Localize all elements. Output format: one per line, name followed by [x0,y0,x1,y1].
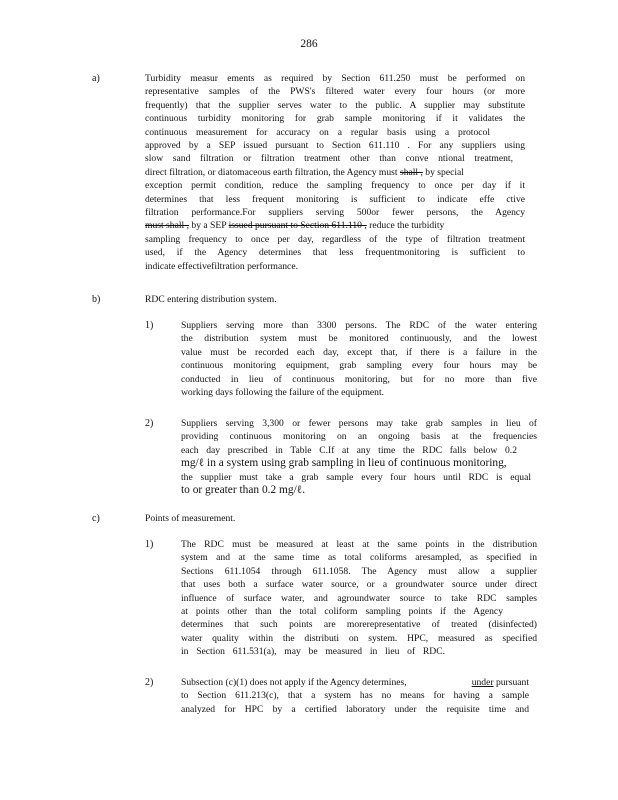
struck-text: shall , [399,166,423,178]
text-line: continuous turbidity monitoring for grab sample monitoring if it validates the [145,113,525,125]
section-c-item1-paragraph [181,538,537,659]
text-line: determines that such points are morerepresentative of treated (disinfected) [181,619,537,631]
text-line: each day prescribed in Table C.If at any time the RDC falls below 0.2 [181,444,517,456]
section-b-item1-label: 1) [145,320,154,331]
section-a-label: a) [92,73,100,84]
text-line: determines that less frequent monitoring is sufficient to indicate effe ctive [145,193,525,205]
text-line: continuous measurement for accuracy on a regular basis using a protocol [145,126,490,138]
text-line: conducted in lieu of continuous monitoring, but for no more than five [181,373,537,385]
text-line: indicate effectivefiltration performance. [145,260,298,272]
text-line: exception permit condition, reduce the sampling frequency to once per day if it [145,180,525,192]
section-c-item2-label: 2) [145,677,154,688]
text-line: approved by a SEP issued pursuant to Section 611.110 . For any suppliers using [145,140,525,152]
text-line: the distribution system must be monitored continuously, and the lowest [181,333,537,345]
section-b-item1-paragraph [181,319,537,399]
page-number: 286 [300,38,318,50]
text-line: continuous monitoring equipment, grab sampling every four hours may be [181,360,537,372]
text-line: working days following the failure of the equipment. [181,387,385,399]
struck-text: must shall , [145,220,189,232]
text-line: must shall , by a SEP issued pursuant to Section 611.110 , reduce the turbidity [145,220,445,232]
text-line: slow sand filtration or filtration treatment other than conve ntional treatment, [145,153,513,165]
text-line: water quality within the distributi on system. HPC, measured as specified [181,632,537,644]
text-line: Sections 611.1054 through 611.1058. The Agency must allow a supplier [181,565,537,577]
section-b-item2-paragraph [181,417,537,497]
text-line: in Section 611.531(a), may be measured in lieu of RDC. [181,646,445,658]
text-line: system and at the same time as total coliforms aresampled, as specified in [181,552,537,564]
text-line: used, if the Agency determines that less frequentmonitoring is sufficient to [145,247,525,259]
text-line: filtration performance.For suppliers serving 500or fewer persons, the Agency [145,207,525,219]
text-line: the supplier must take a grab sample every four hours until RDC is equal [181,471,531,483]
section-c-heading: Points of measurement. [145,513,236,524]
text-line: analyzed for HPC by a certified laboratory under the requisite time and [181,703,529,715]
struck-text: issued pursuant to Section 611.110 , [228,220,367,232]
section-b-label: b) [92,294,101,305]
text-line: Suppliers serving more than 3300 persons. The RDC of the water entering [181,320,537,331]
text-line: that uses both a surface water source, or a groundwater source under direct [181,579,537,591]
text-line: Suppliers serving 3,300 or fewer persons may take grab samples in lieu of [181,418,537,429]
text-line: sampling frequency to once per day, regardless of the type of filtration treatment [145,233,525,245]
text-line: to Section 611.213(c), that a system has no means for having a sample [181,690,529,702]
text-line: Turbidity measur ements as required by Section 611.250 must be performed on [145,73,525,84]
section-a-paragraph [145,72,525,273]
underlined-text: under [471,677,494,688]
text-line: mg/ℓ in a system using grab sampling in lieu of continuous monitoring, [181,457,507,470]
text-line: value must be recorded each day, except that, if there is a failure in the [181,346,537,358]
text-line: at points other than the total coliform sampling points if the Agency [181,606,503,618]
text-line: influence of surface water, and agroundwater source to take RDC samples [181,592,537,604]
text-line: frequently) that the supplier serves water to the public. A supplier may substitute [145,99,525,111]
text-line: Subsection (c)(1) does not apply if the Agency determines, under pursuant [181,677,529,688]
text-line: providing continuous monitoring on an ongoing basis at the frequencies [181,431,537,443]
text-line: The RDC must be measured at least at the same points in the distribution [181,539,537,550]
section-b-heading: RDC entering distribution system. [145,294,277,305]
section-c-label: c) [92,513,100,524]
section-c-item1-label: 1) [145,539,154,550]
text-line: to or greater than 0.2 mg/ℓ. [181,484,306,497]
text-line: direct filtration, or diatomaceous earth filtration, the Agency must shall , by special [145,166,464,178]
section-c-item2-paragraph [181,676,529,716]
text-line: representative samples of the PWS's filtered water every four hours (or more [145,86,525,98]
section-b-item2-label: 2) [145,418,154,429]
